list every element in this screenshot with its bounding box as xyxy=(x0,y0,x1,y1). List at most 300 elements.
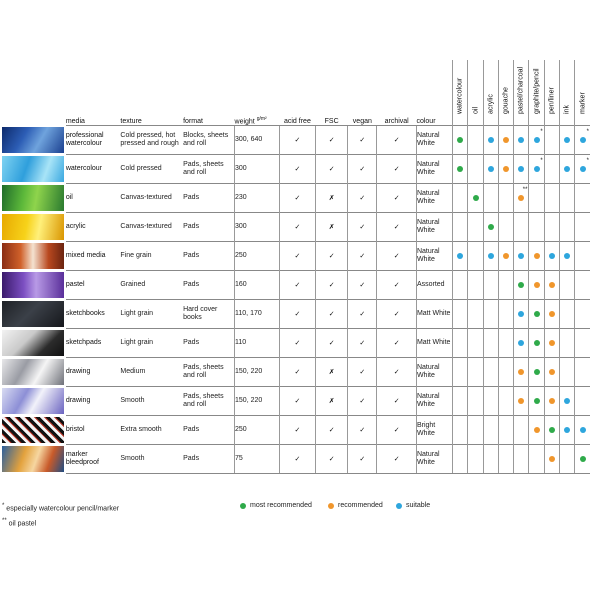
use-cell xyxy=(544,329,559,358)
use-cell xyxy=(544,126,559,155)
use-cell xyxy=(544,213,559,242)
use-cell xyxy=(498,126,513,155)
use-cell xyxy=(529,358,544,387)
recommended-dot xyxy=(549,398,555,404)
acid-free-cell: ✓ xyxy=(279,155,315,184)
header-use-label: acrylic xyxy=(487,94,495,114)
use-cell xyxy=(514,300,529,329)
legend-most-recommended-label: most recommended xyxy=(250,502,312,509)
use-cell xyxy=(544,242,559,271)
header-use-6 xyxy=(544,60,559,126)
media-cell: professional watercolour xyxy=(66,126,121,155)
recommended-dot xyxy=(518,369,524,375)
use-cell xyxy=(544,271,559,300)
format-cell: Pads xyxy=(183,445,234,474)
colour-cell: Bright White xyxy=(416,416,452,445)
texture-cell: Light grain xyxy=(120,329,183,358)
fsc-cell: ✓ xyxy=(315,445,347,474)
texture-cell: Cold pressed, hot pressed and rough xyxy=(120,126,183,155)
acid-free-cell: ✓ xyxy=(279,184,315,213)
vegan-cell: ✓ xyxy=(348,387,377,416)
header-weight-label: weight xyxy=(234,118,255,125)
swatch-cell xyxy=(2,300,66,329)
format-cell: Pads xyxy=(183,213,234,242)
use-cell xyxy=(483,358,498,387)
media-cell: bristol xyxy=(66,416,121,445)
use-cell xyxy=(514,213,529,242)
vegan-cell: ✓ xyxy=(348,300,377,329)
use-cell xyxy=(453,126,468,155)
use-cell xyxy=(544,184,559,213)
texture-cell: Canvas-textured xyxy=(120,184,183,213)
header-use-label: pastel/charcoal xyxy=(517,66,525,114)
use-cell xyxy=(483,416,498,445)
format-cell: Hard cover books xyxy=(183,300,234,329)
suitable-dot xyxy=(580,166,586,172)
footnote-double-text: oil pastel xyxy=(8,520,37,528)
most-recommended-dot xyxy=(534,369,540,375)
paper-swatch-image xyxy=(2,243,64,269)
use-cell xyxy=(529,387,544,416)
use-cell xyxy=(453,445,468,474)
paper-swatch-image xyxy=(2,359,64,385)
vegan-cell: ✓ xyxy=(348,271,377,300)
swatch-cell xyxy=(2,387,66,416)
use-cell xyxy=(575,242,590,271)
use-cell xyxy=(575,155,590,184)
use-cell xyxy=(529,126,544,155)
texture-cell: Smooth xyxy=(120,445,183,474)
use-cell xyxy=(514,358,529,387)
format-cell: Pads, sheets and roll xyxy=(183,155,234,184)
suitable-dot xyxy=(488,253,494,259)
footnote-marker: * xyxy=(540,129,543,135)
use-cell xyxy=(575,358,590,387)
vegan-cell: ✓ xyxy=(348,126,377,155)
header-use-4 xyxy=(514,60,529,126)
format-cell: Pads xyxy=(183,184,234,213)
colour-cell: Assorted xyxy=(416,271,452,300)
header-use-5 xyxy=(529,60,544,126)
paper-swatch-image xyxy=(2,214,64,240)
media-cell: acrylic xyxy=(66,213,121,242)
use-cell xyxy=(575,387,590,416)
table-row xyxy=(2,329,590,358)
acid-free-cell: ✓ xyxy=(279,242,315,271)
colour-cell: Natural White xyxy=(416,126,452,155)
use-cell xyxy=(498,445,513,474)
header-acid-free: acid free xyxy=(283,118,311,125)
most-recommended-dot xyxy=(549,427,555,433)
use-cell xyxy=(529,242,544,271)
fsc-cell: ✓ xyxy=(315,242,347,271)
paper-swatch-image xyxy=(2,301,64,327)
archival-cell: ✓ xyxy=(377,329,417,358)
use-cell xyxy=(575,329,590,358)
fsc-cell: ✗ xyxy=(315,387,347,416)
use-cell xyxy=(483,445,498,474)
use-cell xyxy=(544,300,559,329)
texture-cell: Fine grain xyxy=(120,242,183,271)
header-use-3 xyxy=(498,60,513,126)
use-cell xyxy=(453,213,468,242)
suitable-dot xyxy=(518,253,524,259)
use-cell xyxy=(529,300,544,329)
use-cell xyxy=(453,155,468,184)
header-use-label: gouache xyxy=(502,87,510,114)
recommended-dot xyxy=(534,253,540,259)
swatch-cell xyxy=(2,155,66,184)
header-vegan: vegan xyxy=(352,118,372,125)
footnote-double xyxy=(2,515,119,530)
table-row xyxy=(2,416,590,445)
use-cell xyxy=(559,387,574,416)
use-cell xyxy=(529,184,544,213)
use-cell xyxy=(498,416,513,445)
header-row xyxy=(2,60,590,126)
archival-cell: ✓ xyxy=(377,445,417,474)
weight-cell: 230 xyxy=(235,184,280,213)
use-cell xyxy=(453,300,468,329)
weight-cell: 250 xyxy=(235,242,280,271)
footnote-marker: ** xyxy=(522,187,528,193)
paper-swatch-image xyxy=(2,388,64,414)
header-use-label: pen/liner xyxy=(548,87,556,114)
vegan-cell: ✓ xyxy=(348,184,377,213)
suitable-dot xyxy=(564,137,570,143)
legend-orange-dot xyxy=(328,503,334,509)
header-media: media xyxy=(65,118,85,125)
use-cell xyxy=(529,445,544,474)
colour-cell: Natural White xyxy=(416,213,452,242)
table-row xyxy=(2,300,590,329)
vegan-cell: ✓ xyxy=(348,416,377,445)
suitable-dot xyxy=(518,340,524,346)
use-cell xyxy=(544,358,559,387)
recommended-dot xyxy=(549,282,555,288)
header-use-7 xyxy=(559,60,574,126)
table-row xyxy=(2,155,590,184)
use-cell xyxy=(453,329,468,358)
archival-cell: ✓ xyxy=(377,300,417,329)
header-use-label: oil xyxy=(472,106,480,114)
use-cell xyxy=(483,300,498,329)
vegan-cell: ✓ xyxy=(348,358,377,387)
most-recommended-dot xyxy=(534,340,540,346)
use-cell xyxy=(498,329,513,358)
format-cell: Pads, sheets and roll xyxy=(183,387,234,416)
colour-cell: Natural White xyxy=(416,155,452,184)
suitable-dot xyxy=(580,427,586,433)
use-cell xyxy=(468,126,483,155)
use-cell xyxy=(559,213,574,242)
recommended-dot xyxy=(534,282,540,288)
media-cell: sketchbooks xyxy=(66,300,121,329)
header-use-0 xyxy=(453,60,468,126)
most-recommended-dot xyxy=(534,398,540,404)
swatch-cell xyxy=(2,358,66,387)
use-cell xyxy=(514,387,529,416)
use-cell xyxy=(483,213,498,242)
swatch-cell xyxy=(2,184,66,213)
acid-free-cell: ✓ xyxy=(279,387,315,416)
use-cell xyxy=(468,329,483,358)
header-texture: texture xyxy=(120,118,142,125)
paper-swatch-image xyxy=(2,185,64,211)
colour-cell: Natural White xyxy=(416,387,452,416)
acid-free-cell: ✓ xyxy=(279,416,315,445)
texture-cell: Extra smooth xyxy=(120,416,183,445)
paper-chart-table xyxy=(2,60,590,474)
recommended-dot xyxy=(549,369,555,375)
use-cell xyxy=(468,416,483,445)
use-cell xyxy=(453,387,468,416)
weight-cell: 250 xyxy=(235,416,280,445)
colour-cell: Matt White xyxy=(416,329,452,358)
use-cell xyxy=(498,271,513,300)
use-cell xyxy=(575,416,590,445)
weight-cell: 75 xyxy=(235,445,280,474)
texture-cell: Smooth xyxy=(120,387,183,416)
use-cell xyxy=(483,184,498,213)
suitable-dot xyxy=(534,137,540,143)
suitable-dot xyxy=(564,166,570,172)
media-cell: drawing xyxy=(66,358,121,387)
use-cell xyxy=(483,329,498,358)
suitable-dot xyxy=(457,253,463,259)
media-cell: sketchpads xyxy=(66,329,121,358)
suitable-dot xyxy=(518,311,524,317)
weight-cell: 160 xyxy=(235,271,280,300)
swatch-cell xyxy=(2,242,66,271)
header-use-2 xyxy=(483,60,498,126)
use-cell xyxy=(514,329,529,358)
weight-cell: 110 xyxy=(235,329,280,358)
use-cell xyxy=(559,242,574,271)
most-recommended-dot xyxy=(457,166,463,172)
footnote-single xyxy=(2,500,119,515)
swatch-cell xyxy=(2,213,66,242)
use-cell xyxy=(514,416,529,445)
texture-cell: Canvas-textured xyxy=(120,213,183,242)
fsc-cell: ✓ xyxy=(315,155,347,184)
use-cell xyxy=(498,387,513,416)
use-cell xyxy=(468,358,483,387)
media-cell: oil xyxy=(66,184,121,213)
texture-cell: Light grain xyxy=(120,300,183,329)
most-recommended-dot xyxy=(457,137,463,143)
use-cell xyxy=(544,387,559,416)
use-cell xyxy=(559,271,574,300)
colour-cell: Natural White xyxy=(416,242,452,271)
recommended-dot xyxy=(518,398,524,404)
format-cell: Pads xyxy=(183,271,234,300)
use-cell xyxy=(514,184,529,213)
table-row xyxy=(2,271,590,300)
use-cell xyxy=(453,242,468,271)
use-cell xyxy=(575,213,590,242)
use-cell xyxy=(468,445,483,474)
recommended-dot xyxy=(534,427,540,433)
suitable-dot xyxy=(564,253,570,259)
use-cell xyxy=(468,242,483,271)
format-cell: Blocks, sheets and roll xyxy=(183,126,234,155)
use-cell xyxy=(559,184,574,213)
fsc-cell: ✓ xyxy=(315,126,347,155)
most-recommended-dot xyxy=(534,311,540,317)
weight-cell: 300, 640 xyxy=(235,126,280,155)
header-use-label: marker xyxy=(579,92,587,114)
fsc-cell: ✗ xyxy=(315,358,347,387)
use-cell xyxy=(498,213,513,242)
archival-cell: ✓ xyxy=(377,358,417,387)
format-cell: Pads xyxy=(183,329,234,358)
paper-swatch-image xyxy=(2,272,64,298)
media-cell: watercolour xyxy=(66,155,121,184)
use-cell xyxy=(483,387,498,416)
paper-swatch-image xyxy=(2,156,64,182)
weight-cell: 300 xyxy=(235,155,280,184)
use-cell xyxy=(468,213,483,242)
recommended-dot xyxy=(549,456,555,462)
use-cell xyxy=(498,184,513,213)
fsc-cell: ✗ xyxy=(315,184,347,213)
paper-swatch-image xyxy=(2,330,64,356)
use-cell xyxy=(529,155,544,184)
footnotes xyxy=(2,500,119,531)
table-row xyxy=(2,242,590,271)
use-cell xyxy=(483,126,498,155)
colour-cell: Matt White xyxy=(416,300,452,329)
legend-recommended xyxy=(328,502,383,509)
use-cell xyxy=(575,184,590,213)
use-cell xyxy=(453,184,468,213)
use-cell xyxy=(575,445,590,474)
fsc-cell: ✓ xyxy=(315,416,347,445)
use-cell xyxy=(514,445,529,474)
use-cell xyxy=(559,329,574,358)
recommended-dot xyxy=(549,311,555,317)
use-cell xyxy=(529,213,544,242)
footnote-marker: * xyxy=(586,129,589,135)
use-cell xyxy=(559,155,574,184)
table-row xyxy=(2,445,590,474)
colour-cell: Natural White xyxy=(416,358,452,387)
use-cell xyxy=(514,271,529,300)
vegan-cell: ✓ xyxy=(348,329,377,358)
recommended-dot xyxy=(549,340,555,346)
legend-recommended-label: recommended xyxy=(338,502,383,509)
use-cell xyxy=(498,358,513,387)
swatch-header xyxy=(2,60,66,126)
chart-body xyxy=(2,126,590,474)
use-cell xyxy=(468,271,483,300)
swatch-cell xyxy=(2,445,66,474)
suitable-dot xyxy=(488,137,494,143)
header-weight xyxy=(235,60,280,126)
acid-free-cell: ✓ xyxy=(279,329,315,358)
recommended-dot xyxy=(503,137,509,143)
vegan-cell: ✓ xyxy=(348,445,377,474)
acid-free-cell: ✓ xyxy=(279,126,315,155)
header-archival: archival xyxy=(384,118,409,125)
suitable-dot xyxy=(518,166,524,172)
use-cell xyxy=(559,358,574,387)
footnote-single-text: especially watercolour pencil/marker xyxy=(6,505,120,513)
format-cell: Pads, sheets and roll xyxy=(183,358,234,387)
paper-swatch-image xyxy=(2,127,64,153)
footnote-single-marker: * xyxy=(2,503,5,509)
footnote-double-marker: ** xyxy=(2,518,7,525)
swatch-cell xyxy=(2,329,66,358)
most-recommended-dot xyxy=(473,195,479,201)
use-cell xyxy=(544,445,559,474)
swatch-cell xyxy=(2,271,66,300)
header-format: format xyxy=(183,118,203,125)
footnote-marker: * xyxy=(586,158,589,164)
weight-cell: 300 xyxy=(235,213,280,242)
header-use-8 xyxy=(575,60,590,126)
archival-cell: ✓ xyxy=(377,271,417,300)
header-colour: colour xyxy=(416,118,436,125)
fsc-cell: ✓ xyxy=(315,329,347,358)
acid-free-cell: ✓ xyxy=(279,213,315,242)
legend-suitable xyxy=(396,502,430,509)
archival-cell: ✓ xyxy=(377,155,417,184)
use-cell xyxy=(498,155,513,184)
table-row xyxy=(2,126,590,155)
archival-cell: ✓ xyxy=(377,126,417,155)
use-cell xyxy=(453,271,468,300)
use-cell xyxy=(529,271,544,300)
texture-cell: Medium xyxy=(120,358,183,387)
most-recommended-dot xyxy=(518,282,524,288)
footnote-marker: * xyxy=(540,158,543,164)
header-use-label: graphite/pencil xyxy=(533,68,541,114)
media-cell: drawing xyxy=(66,387,121,416)
header-fsc: FSC xyxy=(324,118,339,125)
recommended-dot xyxy=(503,166,509,172)
fsc-cell: ✓ xyxy=(315,271,347,300)
table-row xyxy=(2,358,590,387)
most-recommended-dot xyxy=(488,224,494,230)
use-cell xyxy=(453,358,468,387)
swatch-cell xyxy=(2,416,66,445)
weight-cell: 150, 220 xyxy=(235,387,280,416)
header-use-label: ink xyxy=(563,105,571,114)
use-cell xyxy=(453,416,468,445)
use-cell xyxy=(514,126,529,155)
use-cell xyxy=(529,416,544,445)
vegan-cell: ✓ xyxy=(348,242,377,271)
use-cell xyxy=(529,329,544,358)
suitable-dot xyxy=(564,427,570,433)
suitable-dot xyxy=(518,137,524,143)
table-row xyxy=(2,387,590,416)
suitable-dot xyxy=(580,137,586,143)
legend-green-dot xyxy=(240,503,246,509)
acid-free-cell: ✓ xyxy=(279,300,315,329)
archival-cell: ✓ xyxy=(377,184,417,213)
use-cell xyxy=(498,300,513,329)
use-cell xyxy=(483,242,498,271)
archival-cell: ✓ xyxy=(377,242,417,271)
vegan-cell: ✓ xyxy=(348,155,377,184)
recommended-dot xyxy=(503,253,509,259)
use-cell xyxy=(559,300,574,329)
use-cell xyxy=(468,300,483,329)
use-cell xyxy=(575,300,590,329)
